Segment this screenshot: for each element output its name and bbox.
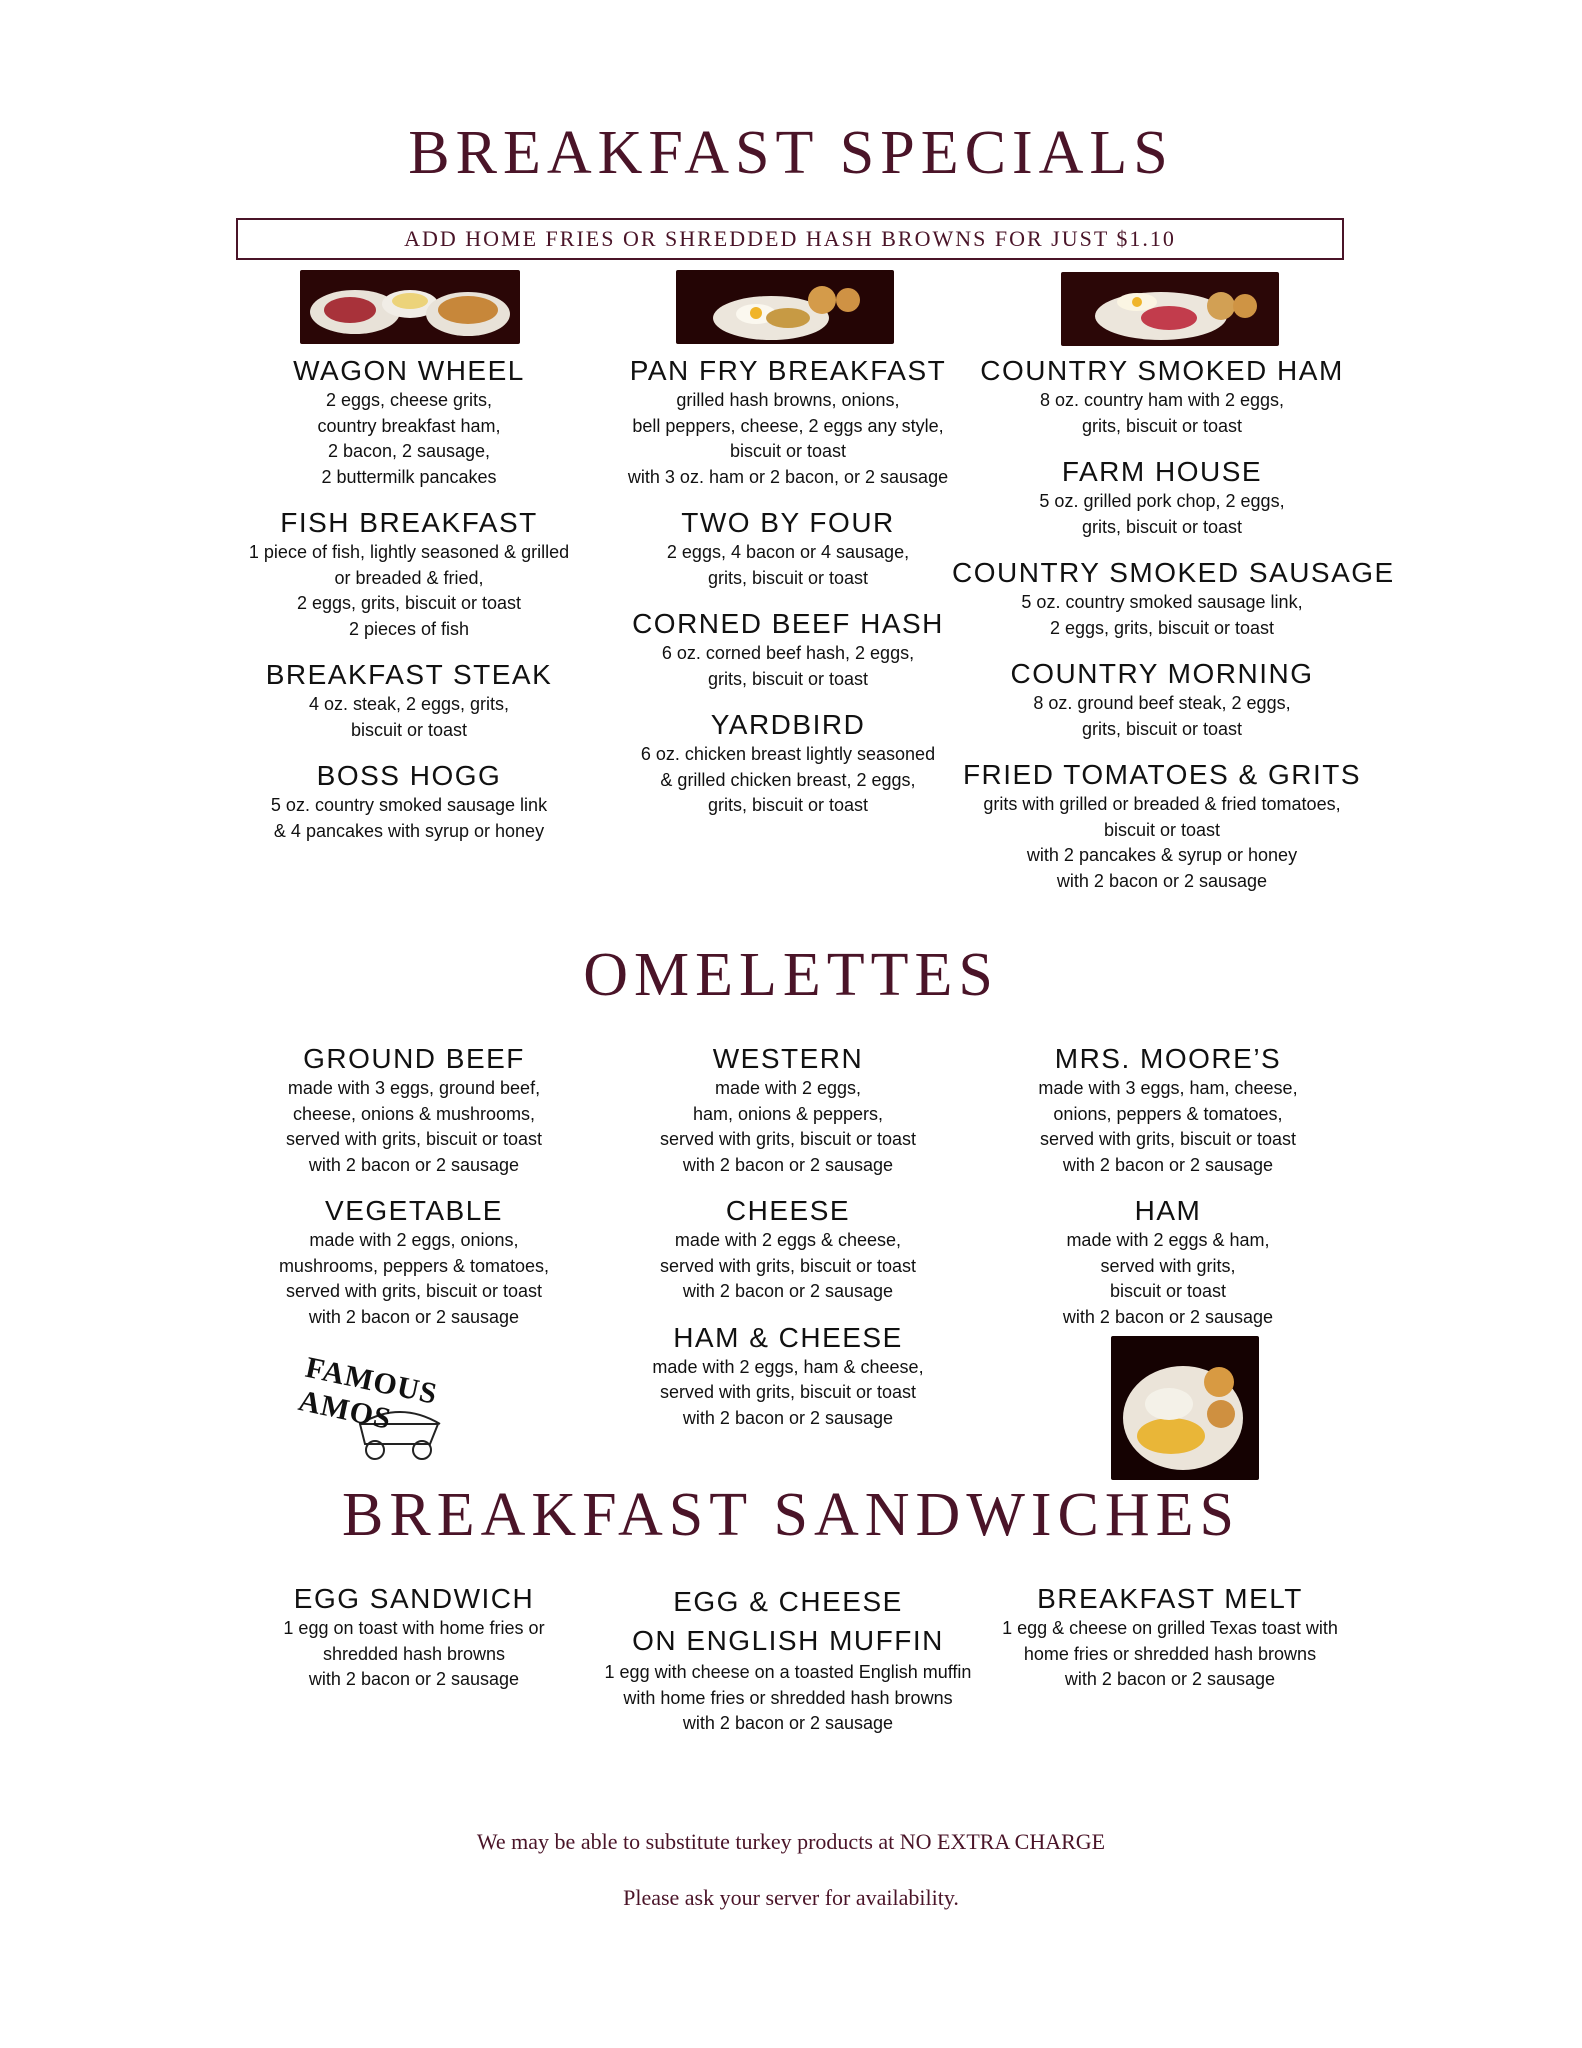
item-title: COUNTRY SMOKED SAUSAGE (952, 557, 1395, 588)
menu-item-ham-cheese (600, 1321, 976, 1432)
menu-item-mrs-moores (980, 1042, 1356, 1178)
substitution-line-1: We may be able to substitute turkey products at NO EXTRA CHARGE (476, 1829, 1106, 1854)
item-description: made with 3 eggs, ham, cheese, onions, peppers & tomatoes, served with grits, biscuit or toast with 2 bacon or 2 sausage (1038, 1078, 1298, 1175)
substitution-line-2: Please ask your server for availability. (623, 1885, 959, 1910)
menu-item-wagon-wheel (226, 354, 592, 490)
item-title: WESTERN (712, 1043, 864, 1074)
item-description: made with 2 eggs, onions, mushrooms, peppers & tomatoes, served with grits, biscuit or toast with 2 bacon or 2 sausage (278, 1230, 550, 1327)
item-title: HAM (1134, 1195, 1202, 1226)
item-description: 5 oz. grilled pork chop, 2 eggs, grits, biscuit or toast (1039, 491, 1285, 537)
item-title: TWO BY FOUR (681, 507, 895, 538)
item-description: made with 2 eggs, ham & cheese, served with grits, biscuit or toast with 2 bacon or 2 sausage (652, 1356, 924, 1428)
menu-item-boss-hogg (226, 759, 592, 844)
item-title: HAM & CHEESE (673, 1321, 903, 1353)
item-description: grits with grilled or breaded & fried tomatoes, biscuit or toast with 2 pancakes & syrup or honey with 2 bacon or 2 sausage (983, 794, 1341, 891)
item-title: PAN FRY BREAKFAST (629, 355, 947, 386)
menu-item-corned-beef-hash (600, 607, 976, 692)
specials-column-3 (952, 354, 1395, 910)
item-description: 6 oz. chicken breast lightly seasoned & grilled chicken breast, 2 eggs, grits, biscuit or toast (640, 744, 936, 815)
country-ham-photo (1061, 272, 1279, 346)
item-description: 6 oz. corned beef hash, 2 eggs, grits, biscuit or toast (661, 643, 915, 689)
omelettes-column-2 (600, 1042, 976, 1447)
substitution-note (0, 1800, 1582, 1940)
item-description: grilled hash browns, onions, bell peppers, cheese, 2 eggs any style, biscuit or toast with 3 oz. ham or 2 bacon, or 2 sausage (627, 390, 949, 487)
sandwiches-column-2 (590, 1582, 986, 1753)
item-description: 5 oz. country smoked sausage link, 2 eggs, grits, biscuit or toast (1021, 592, 1303, 638)
menu-item-pan-fry-breakfast (600, 354, 976, 490)
item-title: COUNTRY SMOKED HAM (980, 355, 1344, 386)
item-title: CORNED BEEF HASH (632, 608, 944, 639)
menu-item-yardbird (600, 708, 976, 819)
omelette-photo (1111, 1336, 1259, 1480)
add-on-banner: ADD HOME FRIES OR SHREDDED HASH BROWNS FOR JUST $1.10 (236, 218, 1344, 260)
item-title: YARDBIRD (710, 709, 866, 740)
item-title: GROUND BEEF (303, 1043, 525, 1074)
pan-fry-photo (676, 270, 894, 344)
sandwiches-column-1 (226, 1582, 602, 1709)
item-description: 1 piece of fish, lightly seasoned & grilled or breaded & fried, 2 eggs, grits, biscuit or toast 2 pieces of fish (248, 542, 570, 639)
menu-item-farm-house (952, 455, 1372, 540)
menu-item-two-by-four (600, 506, 976, 591)
item-title: CHEESE (725, 1195, 851, 1226)
menu-item-egg-cheese-muffin (590, 1582, 986, 1737)
omelettes-heading: OMELETTES (583, 941, 999, 1009)
logo-text: FAMOUS AMOS (295, 1350, 441, 1436)
specials-column-1 (226, 354, 592, 860)
specials-column-2 (600, 354, 976, 835)
menu-item-breakfast-steak (226, 658, 592, 743)
item-description: made with 3 eggs, ground beef, cheese, onions & mushrooms, served with grits, biscuit or toast with 2 bacon or 2 sausage (285, 1078, 543, 1175)
item-description: 8 oz. ground beef steak, 2 eggs, grits, biscuit or toast (1033, 693, 1291, 739)
wagon-wheel-photo (300, 270, 520, 344)
item-description: made with 2 eggs & ham, served with grits, biscuit or toast with 2 bacon or 2 sausage (1062, 1230, 1274, 1327)
item-description: 5 oz. country smoked sausage link & 4 pancakes with syrup or honey (270, 795, 548, 841)
item-title: BREAKFAST MELT (1037, 1583, 1303, 1614)
item-title: WAGON WHEEL (293, 355, 525, 386)
item-title: FRIED TOMATOES & GRITS (962, 759, 1362, 790)
item-description: 1 egg on toast with home fries or shredded hash browns with 2 bacon or 2 sausage (283, 1618, 545, 1689)
item-title: EGG & CHEESE ON ENGLISH MUFFIN (632, 1586, 944, 1656)
omelettes-column-1 (226, 1042, 602, 1346)
item-description: made with 2 eggs, ham, onions & peppers, served with grits, biscuit or toast with 2 bacon or 2 sausage (659, 1078, 917, 1175)
menu-item-country-smoked-ham (952, 354, 1372, 439)
menu-item-fish-breakfast (226, 506, 592, 642)
menu-item-country-morning (952, 657, 1372, 742)
menu-item-ham (980, 1194, 1356, 1330)
item-title: VEGETABLE (325, 1195, 503, 1226)
menu-item-egg-sandwich (226, 1582, 602, 1693)
item-title: BREAKFAST STEAK (265, 659, 553, 690)
omelettes-column-3 (980, 1042, 1356, 1346)
menu-item-breakfast-melt (972, 1582, 1368, 1693)
item-title: EGG SANDWICH (293, 1583, 535, 1614)
menu-item-cheese (600, 1194, 976, 1305)
famous-amos-logo (290, 1352, 530, 1462)
menu-item-western (600, 1042, 976, 1178)
sandwiches-column-3 (972, 1582, 1368, 1709)
item-title: COUNTRY MORNING (1010, 658, 1314, 689)
breakfast-sandwiches-heading: BREAKFAST SANDWICHES (342, 1481, 1240, 1549)
item-description: made with 2 eggs & cheese, served with grits, biscuit or toast with 2 bacon or 2 sausage (659, 1230, 917, 1301)
item-description: 4 oz. steak, 2 eggs, grits, biscuit or toast (308, 694, 510, 740)
item-title: FISH BREAKFAST (280, 507, 538, 538)
item-description: 2 eggs, 4 bacon or 4 sausage, grits, biscuit or toast (666, 542, 910, 588)
item-description: 8 oz. country ham with 2 eggs, grits, biscuit or toast (1039, 390, 1285, 436)
breakfast-specials-heading: BREAKFAST SPECIALS (408, 119, 1174, 187)
menu-item-ground-beef (226, 1042, 602, 1178)
item-title: MRS. MOORE’S (1054, 1043, 1282, 1074)
menu-item-fried-tomatoes-grits (952, 758, 1372, 894)
item-title: FARM HOUSE (1061, 456, 1263, 487)
item-title: BOSS HOGG (316, 760, 502, 791)
menu-item-vegetable (226, 1194, 602, 1330)
item-description: 2 eggs, cheese grits, country breakfast ham, 2 bacon, 2 sausage, 2 buttermilk pancakes (317, 390, 501, 487)
menu-item-country-smoked-sausage (952, 556, 1395, 641)
item-description: 1 egg with cheese on a toasted English muffin with home fries or shredded hash browns with 2 bacon or 2 sausage (604, 1662, 972, 1733)
item-description: 1 egg & cheese on grilled Texas toast with home fries or shredded hash browns with 2 bacon or 2 sausage (1002, 1618, 1338, 1689)
